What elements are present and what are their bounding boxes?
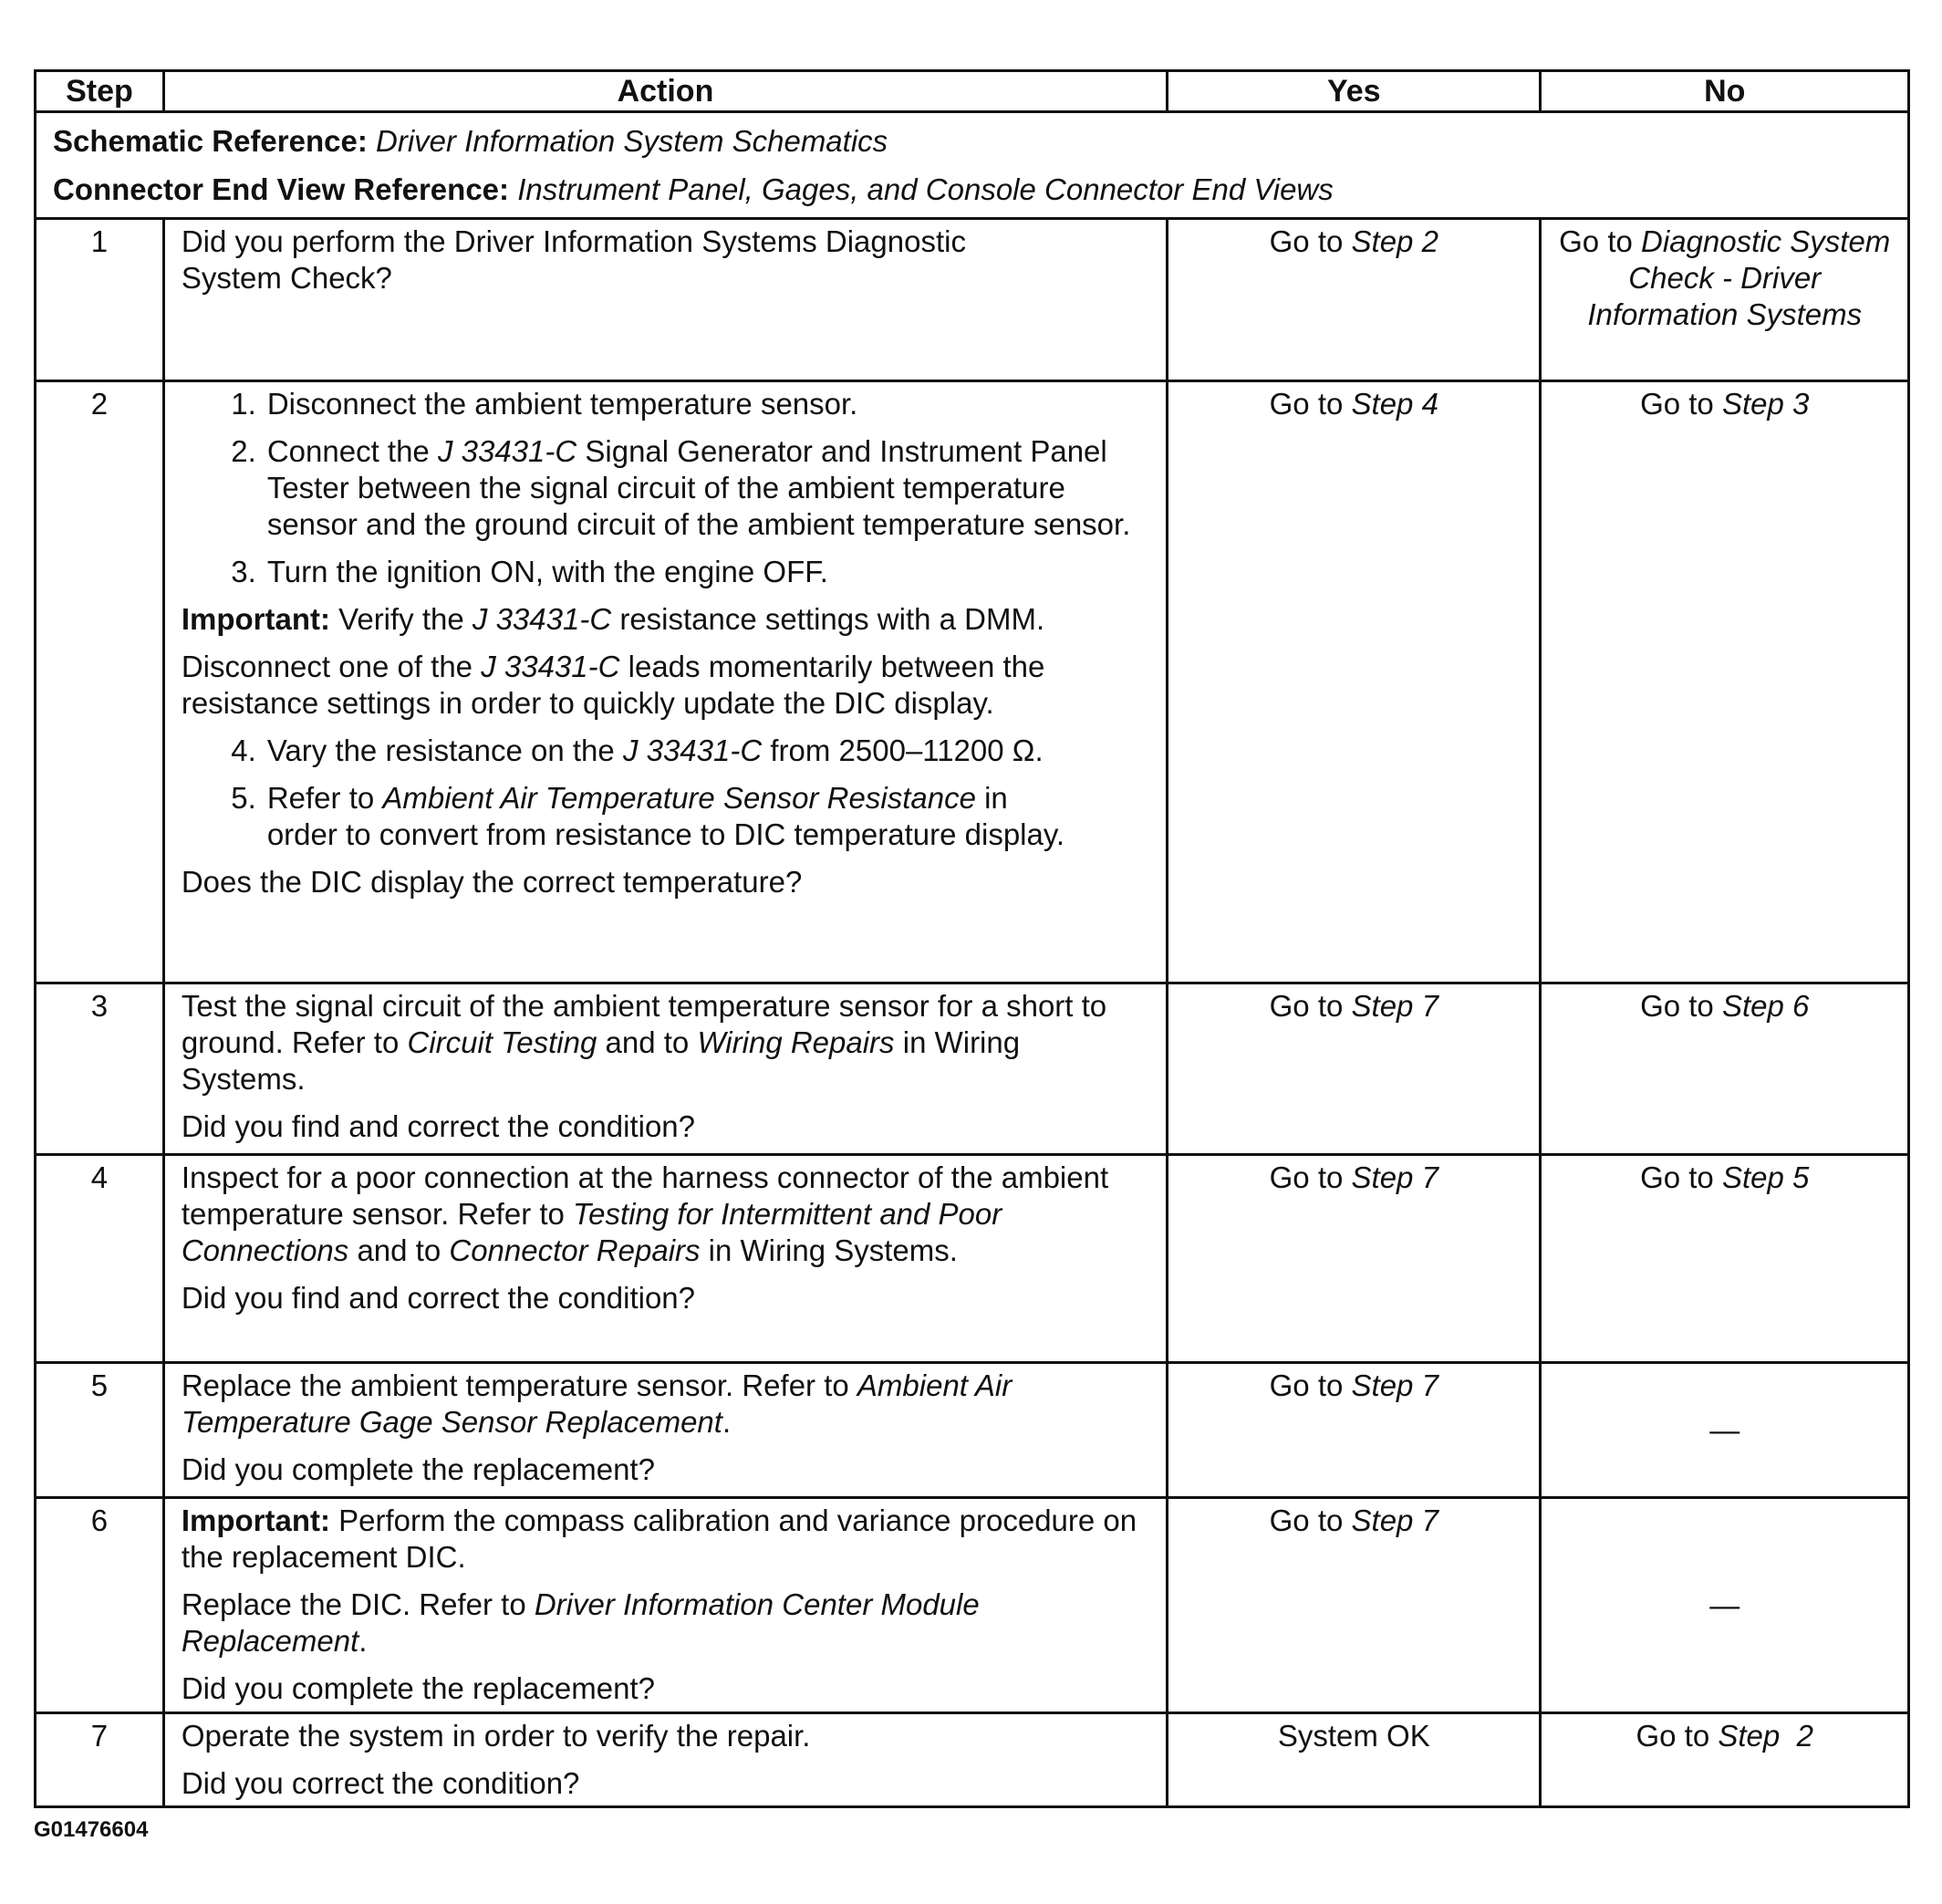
no-cell: — [1541, 1363, 1909, 1498]
action-text: Replace the ambient temperature sensor. Refer to Ambient Air Temperature Gage Sensor Replacement. [181, 1368, 1013, 1439]
action-text: Inspect for a poor connection at the harness connector of the ambient temperature sensor. Refer to Testing for Intermittent and Poor Connections and to Connector Repairs in Wiring Systems. [181, 1160, 1109, 1267]
no-cell [1541, 983, 1909, 1155]
disconnect-note: Disconnect one of the J 33431-C leads momentarily between the resistance settings in order to quickly update the DIC display. [181, 650, 1045, 720]
table-row [36, 1363, 1909, 1498]
table-row [36, 1713, 1909, 1807]
yes-cell [1168, 983, 1541, 1155]
tool-reference: J 33431-C [622, 734, 763, 767]
question-text: Did you correct the condition? [181, 1766, 580, 1800]
header-step: Step [36, 71, 164, 112]
table-row [36, 219, 1909, 381]
schematic-reference [53, 117, 1891, 165]
doc-reference-link[interactable]: Connector Repairs [449, 1233, 701, 1267]
yes-cell [1168, 219, 1541, 381]
important-label: Important: [181, 1503, 330, 1537]
no-prefix: Go to [1640, 989, 1722, 1023]
table-row [36, 381, 1909, 983]
no-prefix: Go to [1640, 1160, 1722, 1194]
action-cell [163, 1155, 1167, 1363]
connector-reference-value: Instrument Panel, Gages, and Console Connector End Views [517, 172, 1334, 206]
no-prefix: Go to [1636, 1719, 1719, 1753]
table-row [36, 983, 1909, 1155]
schematic-reference-value: Driver Information System Schematics [376, 124, 888, 158]
no-cell [1541, 1713, 1909, 1807]
no-step-link[interactable]: Step 5 [1721, 1160, 1810, 1194]
important-note: Important: Verify the J 33431-C resistance settings with a DMM. [181, 602, 1045, 636]
step-number: 5 [36, 1363, 164, 1498]
no-step-link[interactable]: Step 3 [1721, 387, 1810, 421]
yes-prefix: Go to [1269, 1503, 1352, 1537]
doc-reference-link[interactable]: Driver Information Center Module Replacement [181, 1587, 980, 1658]
diagnostic-table [34, 69, 1910, 1808]
yes-cell: System OK [1168, 1713, 1541, 1807]
header-no: No [1541, 71, 1909, 112]
no-cell [1541, 381, 1909, 983]
list-item: 2. Connect the J 33431-C Signal Generator and Instrument Panel Tester between the signal circuit of the ambient temperature sensor and the ground circuit of the ambient temperature sensor. [231, 434, 1131, 541]
no-prefix: Go to [1640, 387, 1722, 421]
doc-reference-link[interactable]: Ambient Air Temperature Sensor Resistance [382, 781, 976, 815]
yes-prefix: Go to [1269, 387, 1352, 421]
no-prefix: Go to [1559, 224, 1642, 258]
action-cell [163, 381, 1167, 983]
no-cell [1541, 219, 1909, 381]
action-text: Operate the system in order to verify the repair. [181, 1719, 811, 1753]
yes-step-link[interactable]: Step 2 [1351, 224, 1438, 258]
list-item: 1. Disconnect the ambient temperature sensor. [231, 387, 858, 421]
no-step-link[interactable]: Step 6 [1721, 989, 1810, 1023]
list-item: 5. Refer to Ambient Air Temperature Sensor Resistance in order to convert from resistance to DIC temperature display. [231, 781, 1065, 851]
schematic-reference-label: Schematic Reference: [53, 124, 368, 158]
question-text: Did you complete the replacement? [181, 1452, 655, 1486]
step-number: 7 [36, 1713, 164, 1807]
list-item: 4. Vary the resistance on the J 33431-C from 2500–11200 Ω. [231, 734, 1044, 767]
connector-reference [53, 165, 1891, 213]
reference-row [36, 112, 1909, 219]
no-cell [1541, 1155, 1909, 1363]
action-cell [163, 983, 1167, 1155]
header-row [36, 71, 1909, 112]
action-text: Test the signal circuit of the ambient temperature sensor for a short to ground. Refer to Circuit Testing and to Wiring Repairs in Wiring Systems. [181, 989, 1107, 1096]
yes-step-link[interactable]: Step 7 [1351, 1503, 1438, 1537]
question-text: Did you complete the replacement? [181, 1671, 655, 1705]
question-text: Did you find and correct the condition? [181, 1109, 696, 1143]
tool-reference: J 33431-C [437, 434, 577, 468]
yes-step-link[interactable]: Step 7 [1351, 1160, 1438, 1194]
yes-prefix: Go to [1269, 1160, 1352, 1194]
table-row [36, 1155, 1909, 1363]
action-text: Did you perform the Driver Information Systems Diagnostic System Check? [181, 224, 966, 295]
list-item: 3. Turn the ignition ON, with the engine OFF. [231, 555, 828, 588]
yes-cell [1168, 1155, 1541, 1363]
tool-reference: J 33431-C [481, 650, 620, 683]
yes-cell [1168, 381, 1541, 983]
yes-step-link[interactable]: Step 4 [1351, 387, 1438, 421]
doc-reference-link[interactable]: Testing for Intermittent and Poor Connections [181, 1197, 1002, 1267]
yes-cell [1168, 1363, 1541, 1498]
important-note: Important: Perform the compass calibration and variance procedure on the replacement DIC. [181, 1503, 1137, 1574]
connector-reference-label: Connector End View Reference: [53, 172, 510, 206]
action-text: Replace the DIC. Refer to Driver Information Center Module Replacement. [181, 1587, 980, 1658]
yes-prefix: Go to [1269, 1368, 1352, 1402]
action-cell [163, 219, 1167, 381]
yes-step-link[interactable]: Step 7 [1351, 989, 1438, 1023]
figure-id: G01476604 [34, 1817, 149, 1842]
doc-reference-link[interactable]: Circuit Testing [407, 1025, 597, 1059]
no-step-link[interactable]: Diagnostic System Check - Driver Information Systems [1587, 224, 1891, 331]
no-step-link[interactable]: Step 2 [1718, 1719, 1813, 1753]
step-number: 3 [36, 983, 164, 1155]
doc-reference-link[interactable]: Ambient Air Temperature Gage Sensor Replacement [181, 1368, 1013, 1439]
yes-step-link[interactable]: Step 7 [1351, 1368, 1438, 1402]
step-number: 2 [36, 381, 164, 983]
step-number: 6 [36, 1498, 164, 1713]
table-row [36, 1498, 1909, 1713]
yes-prefix: Go to [1269, 989, 1352, 1023]
action-cell [163, 1498, 1167, 1713]
procedure-list-continued [182, 733, 1149, 853]
header-action: Action [163, 71, 1167, 112]
reference-cell [36, 112, 1909, 219]
step-number: 4 [36, 1155, 164, 1363]
tool-reference: J 33431-C [472, 602, 612, 636]
important-label: Important: [181, 602, 330, 636]
procedure-list [182, 386, 1149, 590]
yes-cell [1168, 1498, 1541, 1713]
action-cell [163, 1713, 1167, 1807]
yes-prefix: Go to [1269, 224, 1352, 258]
header-yes: Yes [1168, 71, 1541, 112]
question-text: Did you find and correct the condition? [181, 1281, 696, 1315]
action-cell [163, 1363, 1167, 1498]
question-text: Does the DIC display the correct temperature? [181, 865, 803, 899]
doc-reference-link[interactable]: Wiring Repairs [697, 1025, 895, 1059]
step-number: 1 [36, 219, 164, 381]
no-cell: — [1541, 1498, 1909, 1713]
